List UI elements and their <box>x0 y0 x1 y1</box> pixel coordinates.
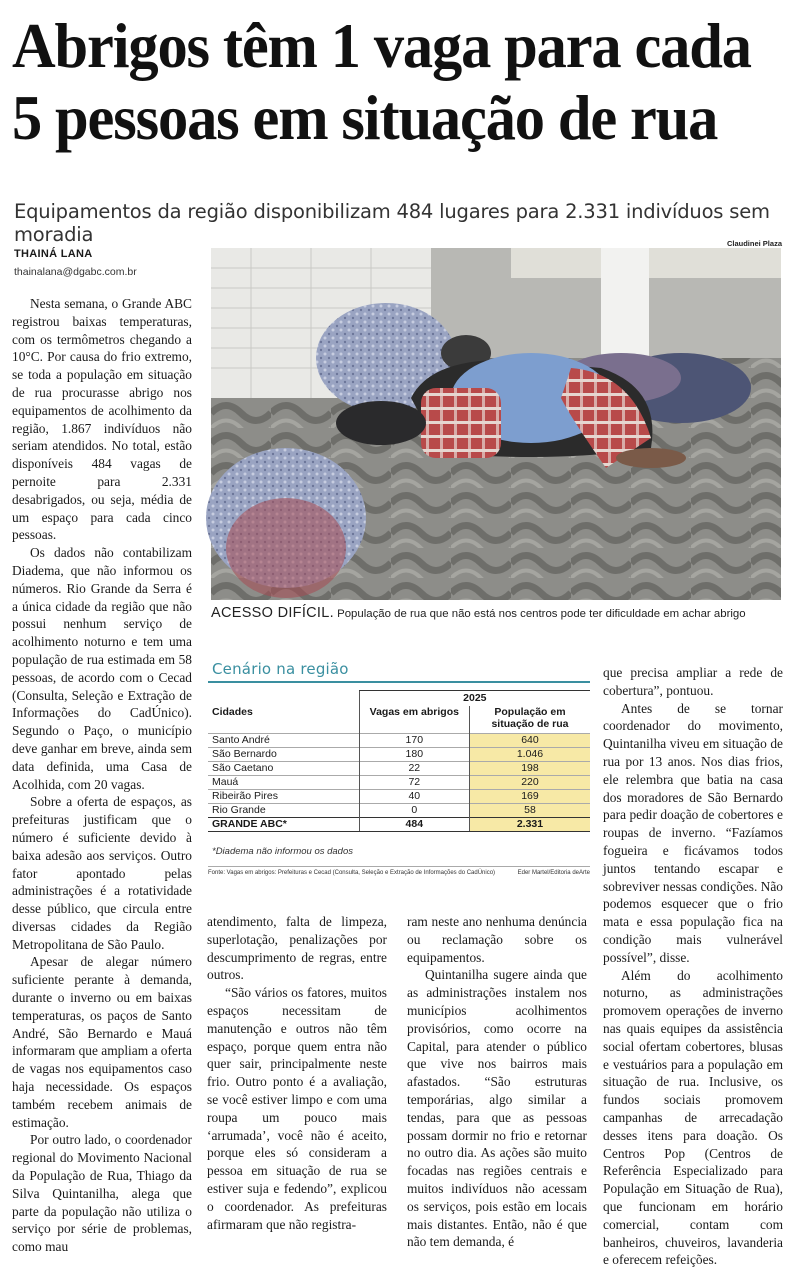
cell-vagas: 40 <box>359 790 469 804</box>
photo-caption <box>211 605 786 621</box>
cell-pop: 1.046 <box>469 748 590 762</box>
cell-city: Mauá <box>208 776 359 790</box>
header-cities: Cidades <box>212 705 253 718</box>
cell-city: Rio Grande <box>208 804 359 818</box>
table-row <box>208 748 590 762</box>
paragraph-continued: atendimento, falta de limpeza, superlotação, penalizações por descumprimento de regras, entre outros. <box>207 914 387 983</box>
source-text: Fonte: Vagas em abrigos: Prefeituras e Cecad (Consulta, Seleção e Extração de Informações do CadÚnico) <box>208 870 496 876</box>
cell-pop: 640 <box>469 734 590 748</box>
caption-kicker: ACESSO DIFÍCIL. <box>211 605 334 621</box>
cell-vagas: 22 <box>359 762 469 776</box>
cell-city: São Bernardo <box>208 748 359 762</box>
cell-city: GRANDE ABC* <box>208 818 359 832</box>
paragraph-continued: que precisa ampliar a rede de cobertura”, pontuou. <box>603 665 783 698</box>
cell-pop: 169 <box>469 790 590 804</box>
table-total-row <box>208 818 590 832</box>
paragraph: Apesar de alegar número suficiente perante à demanda, durante o inverno ou em baixas temperaturas, os paços de Santo André, São Bernardo e Mauá informaram que ampliam a oferta de vagas nos equipamentos caso haja necessidade. Os espaços também recebem animais de estimação. <box>12 954 192 1130</box>
homeless-people-photo <box>211 248 781 600</box>
table-row <box>208 790 590 804</box>
table-row <box>208 776 590 790</box>
paragraph: “São vários os fatores, muitos espaços necessitam de manutenção e outros não têm espaço, porque quem entra não quer sair, principalmente neste frio. Outro ponto é a avaliação, se você estiver limpo e com uma roupa um pouco mais ‘arrumada’, você não é aceito, porque eles só consideram a pessoa em situação de rua se estiver suja e fedendo”, explicou o coordenador. As prefeituras afirmaram que não registra- <box>207 985 387 1232</box>
photo-credit: Claudinei Plaza <box>726 239 782 248</box>
article-column-2 <box>207 913 387 1233</box>
header-populacao: População em situação de rua <box>469 706 590 734</box>
cell-vagas: 180 <box>359 748 469 762</box>
cell-city: Santo André <box>208 734 359 748</box>
subheadline: Equipamentos da região disponibilizam 484 lugares para 2.331 indivíduos sem moradia <box>14 200 770 246</box>
byline-email[interactable]: thainalana@dgabc.com.br <box>14 266 137 278</box>
paragraph: Nesta semana, o Grande ABC registrou baixas temperaturas, com os termômetros chegando a 10°C. Por causa do frio extremo, se toda a população em situação de rua procurasse abrigo nos equipamentos de acolhimento da região, 1.867 indivíduos não seriam atendidos. No total, estão disponíveis 484 vagas de pernoite para 2.331 desabrigados, ou seja, média de um espaço para cada cinco pessoas. <box>12 296 192 543</box>
table-year: 2025 <box>359 691 590 706</box>
data-table <box>208 690 590 832</box>
cell-city: Ribeirão Pires <box>208 790 359 804</box>
paragraph-continued: ram neste ano nenhuma denúncia ou reclamação sobre os equipamentos. <box>407 914 587 965</box>
infobox-title: Cenário na região <box>212 660 349 678</box>
caption-text: População de rua que não está nos centros pode ter dificuldade em achar abrigo <box>333 608 746 620</box>
cell-pop: 58 <box>469 804 590 818</box>
infobox-rule <box>208 681 590 683</box>
paragraph: Além do acolhimento noturno, as administrações promovem operações de inverno nas quais equipes da assistência social ofertam cobertores, blusas e vestuários para a população em situação de rua. Inclusive, os fundos sociais promovem campanhas de arrecadação desses itens para doação. Os Centros Pop (Centros de Referência Especializado para População em Situação de Rua), que funcionam em horário comercial, contam com banheiros, chuveiros, lavanderia e oferecem refeições. <box>603 967 783 1268</box>
paragraph: Por outro lado, o coordenador regional do Movimento Nacional da População de Rua, Thiago da Silva Quintanilha, alega que parte da população não utiliza o serviço por série de problemas, como mau <box>12 1132 192 1255</box>
table-row <box>208 734 590 748</box>
infobox-cenario <box>208 660 590 886</box>
headline-line-1: Abrigos têm 1 vaga para cada <box>12 11 751 81</box>
cell-vagas: 0 <box>359 804 469 818</box>
paragraph: Os dados não contabilizam Diadema, que não informou os números. Rio Grande da Serra é a única cidade da região que não possui nenhum serviço de acolhimento noturno e tem uma população de rua estimada em 58 pessoas, de acordo com o Cecad (Consulta, Seleção e Extração de Informações do CadÚnico). Segundo o Paço, o município deve ganhar em breve, ainda sem data definida, uma Casa de Acolhida, com 20 vagas. <box>12 545 192 792</box>
article-column-1 <box>12 295 192 1256</box>
news-photo <box>211 248 781 600</box>
cell-pop: 198 <box>469 762 590 776</box>
table-footnote: *Diadema não informou os dados <box>212 846 354 857</box>
article-column-4 <box>603 664 783 1269</box>
cell-city: São Caetano <box>208 762 359 776</box>
cell-pop: 2.331 <box>469 818 590 832</box>
art-credit: Eder Martel/Editoria deArte <box>517 870 590 876</box>
table-row <box>208 762 590 776</box>
headline <box>12 10 756 154</box>
header-vagas: Vagas em abrigos <box>359 706 469 734</box>
table-source <box>208 866 590 876</box>
headline-line-2: 5 pessoas em situação de rua <box>12 83 718 153</box>
paragraph: Antes de se tornar coordenador do movimento, Quintanilha viveu em situação de rua por 13 anos. Nos dias frios, ele relembra que batia na casa dos moradores de São Bernardo para pedir doação de cobertores e roupas de inverno. “Fazíamos fogueira e ficávamos todos juntos tentando escapar e sobreviver nessas condições. Não podemos esquecer que o frio mata e essa população fica na condição mais vulnerável possível”, disse. <box>603 700 783 965</box>
byline-author: THAINÁ LANA <box>14 248 93 260</box>
table-row <box>208 804 590 818</box>
cell-vagas: 484 <box>359 818 469 832</box>
paragraph: Quintanilha sugere ainda que as administrações instalem nos municípios acolhimentos provisórios, como ocorre na Capital, para atender o público que vive nos bairros mais afastados. “São estruturas temporárias, algo similar a tendas, para que as pessoas possam dormir no frio e retornar no outro dia. As ações são muito focadas nas regiões centrais e muitos indivíduos não acessam os serviços, pois estão em locais mais distantes. Então, não é que não tem demanda, é <box>407 967 587 1250</box>
cell-vagas: 72 <box>359 776 469 790</box>
cell-pop: 220 <box>469 776 590 790</box>
cell-vagas: 170 <box>359 734 469 748</box>
article-column-3 <box>407 913 587 1251</box>
paragraph: Sobre a oferta de espaços, as prefeituras justificam que o número é suficiente devido à baixa adesão aos serviços. Outro fator apontado pelas administrações é a rotatividade desse público, que circula entre diversas cidades da Região Metropolitana de São Paulo. <box>12 794 192 952</box>
